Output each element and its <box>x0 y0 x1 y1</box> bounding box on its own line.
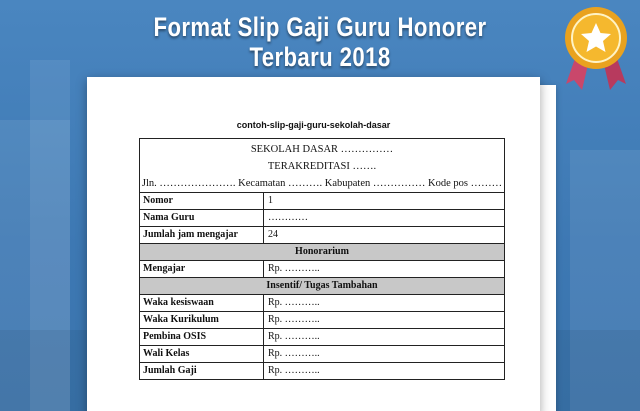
table-row <box>140 227 504 244</box>
row-label: Waka kesiswaan <box>140 295 264 311</box>
table-row <box>140 210 504 227</box>
row-label: Nama Guru <box>140 210 264 226</box>
section-insentif: Insentif/ Tugas Tambahan <box>140 278 504 295</box>
row-label: Jumlah Gaji <box>140 363 264 379</box>
row-value: 24 <box>268 229 278 240</box>
table-row <box>140 193 504 210</box>
school-header <box>140 139 504 193</box>
row-value: Rp. ……….. <box>268 331 320 342</box>
table-row <box>140 329 504 346</box>
row-value: Rp. ……….. <box>268 263 320 274</box>
school-name: SEKOLAH DASAR …………… <box>250 144 394 155</box>
school-accreditation: TERAKREDITASI ……. <box>267 161 377 172</box>
document-title: contoh-slip-gaji-guru-sekolah-dasar <box>236 120 391 130</box>
document-page <box>87 77 540 411</box>
banner-title-line2: Terbaru 2018 <box>249 42 391 72</box>
salary-slip-table <box>139 138 505 380</box>
row-value: ………… <box>268 212 308 223</box>
row-label: Jumlah jam mengajar <box>140 227 264 243</box>
award-badge <box>560 4 632 90</box>
school-address: Jln. …………………. Kecamatan ………. Kabupaten …………… Kode pos ……… <box>141 178 503 189</box>
row-label: Nomor <box>140 193 264 209</box>
banner-title-line1: Format Slip Gaji Guru Honorer <box>153 12 487 42</box>
row-label: Waka Kurikulum <box>140 312 264 328</box>
row-value: Rp. ……….. <box>268 365 320 376</box>
section-honorarium: Honorarium <box>140 244 504 261</box>
table-row <box>140 312 504 329</box>
table-row <box>140 346 504 363</box>
row-value: 1 <box>268 195 273 206</box>
row-value: Rp. ……….. <box>268 348 320 359</box>
table-row <box>140 261 504 278</box>
row-label: Pembina OSIS <box>140 329 264 345</box>
table-row <box>140 295 504 312</box>
table-row <box>140 363 504 380</box>
row-value: Rp. ……….. <box>268 297 320 308</box>
row-label: Wali Kelas <box>140 346 264 362</box>
row-label: Mengajar <box>140 261 264 277</box>
row-value: Rp. ……….. <box>268 314 320 325</box>
